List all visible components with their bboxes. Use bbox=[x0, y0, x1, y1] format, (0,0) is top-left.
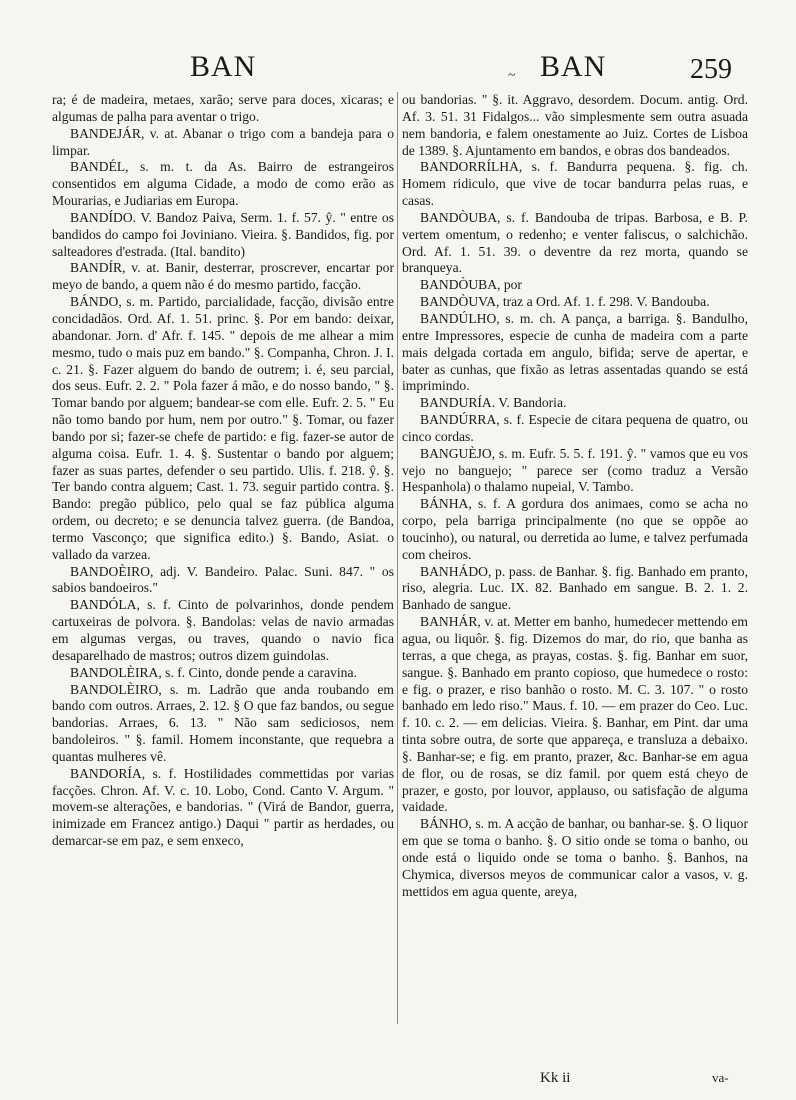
dictionary-entry: BANDORRÍLHA, s. f. Bandurra pequena. §. fig. ch. Homem ridiculo, que vive de tocar bandurra pelas ruas, e casas. bbox=[402, 159, 748, 209]
dictionary-entry: BANDÍR, v. at. Banir, desterrar, proscrever, encartar por meyo de bando, a quem não é do mesmo partido, facção. bbox=[52, 260, 394, 293]
page-number: 259 bbox=[690, 54, 732, 85]
dictionary-entry: BANDÚRRA, s. f. Especie de citara pequena de quatro, ou cinco cordas. bbox=[402, 412, 748, 444]
dictionary-entry: BANDÓLA, s. f. Cinto de polvarinhos, donde pendem cartuxeiras de polvora. §. Bandolas: velas de navio armadas em algumas vergas, ou traves, quando o navio fica desaparelhado de mastros; outros dizem guindolas. bbox=[52, 597, 394, 663]
catchword: va- bbox=[712, 1070, 729, 1085]
column-divider bbox=[397, 92, 398, 1024]
dictionary-entry: BANDÉL, s. m. t. da As. Bairro de estrangeiros consentidos em alguma Cidade, a modo de como erão as Mourarias, e Judiarias em Europa. bbox=[52, 159, 394, 209]
dictionary-entry: BÁNHA, s. f. A gordura dos animaes, como se acha no corpo, pela barriga principalmente (no que se oppõe ao toucinho), ou natural, ou derretida ao lume, e talvez perfumada com cheiros. bbox=[402, 496, 748, 562]
dictionary-entry: BANDOLÈIRO, s. m. Ladrão que anda roubando em bando com outros. Arraes, 2. 12. § O que faz bandos, ou segue bandorias. Arraes, 6. 13. " Não sam sediciosos, nem bandoleiros. " §. famil. Homem inconstante, que requebra a quantas mulheres vê. bbox=[52, 681, 394, 764]
dictionary-entry: BÁNHO, s. m. A acção de banhar, ou banhar-se. §. O liquor em que se toma o banho. §. O sitio onde se toma o banho, ou onde está o liquido onde se toma o banho. §. Banhos, na Chymica, diversos meyos de communicar calor a vasos, v. g. mettidos em agua quente, areya, bbox=[402, 816, 748, 899]
dictionary-entry: BANDEJÁR, v. at. Abanar o trigo com a bandeja para o limpar. bbox=[52, 125, 394, 158]
dictionary-entry: ra; é de madeira, metaes, xarão; serve para doces, xicaras; e algumas de palha para aventar o trigo. bbox=[52, 92, 394, 124]
dictionary-entry: BANDOLÈIRA, s. f. Cinto, donde pende a caravina. bbox=[70, 664, 357, 680]
dictionary-entry: BANDÒUBA, por bbox=[420, 277, 522, 293]
dictionary-entry: BANDÒUBA, s. f. Bandouba de tripas. Barbosa, e B. P. vertem omentum, o redenho; e venter faliscus, o salchichão. Ord. Af. 1. 51. 39. o deventre da rez morta, quando se branqueya. bbox=[402, 209, 748, 276]
right-column bbox=[402, 92, 748, 901]
dictionary-entry: BANDÚLHO, s. m. ch. A pança, a barriga. §. Bandulho, entre Impressores, especie de cunha de madeira com a parte mais delgada cortada em angulo, bifida; serve de apertar, e bater as cunhas, que fixão as letras assentadas quando se está imprimindo. bbox=[402, 310, 748, 394]
dictionary-entry: BANDÍDO. V. Bandoz Paiva, Serm. 1. f. 57. ŷ. " entre os bandidos do campo foi Joviniano. Vieira. §. Bandidos, fig. por salteadores d'estrada. (Ital. bandito) bbox=[52, 209, 394, 259]
dictionary-entry: ou bandorias. " §. it. Aggravo, desordem. Docum. antig. Ord. Af. 3. 51. 31 Fidalgos... vão simplesmente sem outra asuada nem bandoria, e falem onestamente ao Juiz. Cortes de Lisboa de 1389. §. Ajuntamento em bandos, e obras dos bandeados. bbox=[402, 92, 748, 158]
dictionary-entry: BANDÒUVA, traz a Ord. Af. 1. f. 298. V. Bandouba. bbox=[420, 294, 710, 310]
dictionary-entry: BANDURÍA. V. Bandoria. bbox=[420, 395, 567, 411]
dictionary-entry: BANGUÈJO, s. m. Eufr. 5. 5. f. 191. ŷ. " vamos que eu vos vejo no banguejo; " parece ser (como traduz a Versão Hespanhola) o thalamo nupeial, V. Tambo. bbox=[402, 445, 748, 495]
running-head-left: BAN bbox=[190, 50, 257, 83]
ornament-mark: ~ bbox=[508, 68, 516, 83]
dictionary-entry: BANDOÈIRO, adj. V. Bandeiro. Palac. Suni. 847. " os sabios bandoeiros." bbox=[52, 563, 394, 596]
left-column bbox=[52, 92, 394, 850]
printer-signature: Kk ii bbox=[540, 1070, 571, 1086]
dictionary-entry: BANHÁR, v. at. Metter em banho, humedecer mettendo em agua, ou liquôr. §. fig. Dizemos do mar, do rio, que banha as terras, a que chega, as prayas, costas. §. fig. Banhar em suor, sangue. §. Banhado em pranto copioso, que humedece o rosto: e fig. o prazer, e riso banhão o rosto. M. C. 3. 107. " o rosto banhado em ledo riso." Maus. f. 10. — em prazer do Ceo. Luc. f. 10. c. 2. — em delicias. Vieira. §. Banhar, em Pint. dar uma tinta sobre outra, de sorte que appareça, e transluza a debaixo. §. Banhar-se; e fig. em pranto, prazer, &c. Banhar-se em agua de flor, ou de rosas, se diz famil. por quem está cheyo de prazer, e gosto, por louvor, applauso, ou satisfação de alguma vaidade. bbox=[402, 614, 748, 815]
dictionary-entry: BANHÁDO, p. pass. de Banhar. §. fig. Banhado em pranto, riso, alegria. Luc. IX. 82. Banhado em sangue. B. 2. 1. 2. Banhado de sangue. bbox=[402, 563, 748, 613]
dictionary-entry: BÁNDO, s. m. Partido, parcialidade, facção, divisão entre concidadãos. Ord. Af. 1. 51. princ. §. Por em bando: deixar, abandonar. Jorn. d' Afr. f. 145. " depois de me alhear a mim mesmo, tudo o mais puz em bando." §. Companha, Chron. J. I. c. 21. §. Fazer alguem do bando de outrem; i. é, seu parcial, dos seus. Eufr. 2. 2. " Pola fazer á mão, e do nosso bando, " §. Tomar bando por alguem; bandear-se com elle. Eufr. 2. 5. " Eu não tomo bando por hum, nem por outro." §. Tomar, ou fazer bando por si; fazer-se chefe de partido: e fig. fazer-se autor de alguma coisa. Eufr. 1. 4. §. Sustentar o bando por alguem; fazer as suas partes, defender o seu partido. Ulis. f. 218. ŷ. §. Ter bando contra alguem; Cast. 1. 73. seguir partido contra. §. Bando: pregão público, pelo qual se faz pública alguma ordem, ou decreto; e se denuncia talvez guerra. (de Bandoa, termo Vasconço; que significa edito.) §. Bando, Asiat. o vallado da varzea. bbox=[52, 294, 394, 562]
dictionary-entry: BANDORÍA, s. f. Hostilidades commettidas por varias facções. Chron. Af. V. c. 10. Lobo, Cond. Canto V. Argum. " movem-se alterações, e bandorias. " (Virá de Bandor, guerra, inimizade em Francez antigo.) Daqui " partir as herdades, ou demarcar-se em paz, e sem enxeco, bbox=[52, 765, 394, 849]
running-head-right: BAN bbox=[540, 50, 607, 83]
